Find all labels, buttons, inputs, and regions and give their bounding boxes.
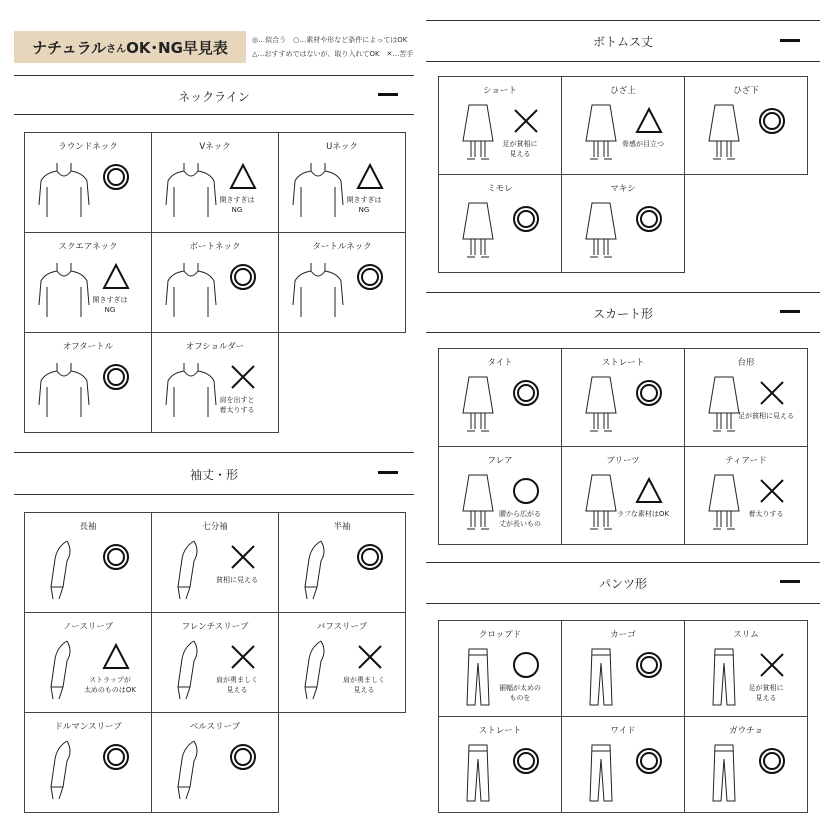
cross-icon [229, 363, 257, 395]
triangle-icon [102, 643, 130, 675]
divider [426, 20, 820, 21]
item-label: パフスリーブ [316, 622, 368, 632]
cell-sleeve-2 [152, 513, 279, 613]
cell-pants-4 [439, 717, 562, 813]
item-label: スリム [733, 630, 759, 640]
item-note: 足が貧相に 見える [502, 140, 538, 158]
item-label: Vネック [199, 142, 231, 152]
item-label: スクエアネック [58, 242, 118, 252]
garment-illustration [574, 101, 628, 169]
cell-bottoms-3 [685, 77, 808, 175]
cell-neckline-6 [279, 233, 406, 333]
item-label: ノースリーブ [63, 622, 113, 632]
garment-illustration [164, 737, 218, 805]
cell-bottoms-2 [562, 77, 685, 175]
garment-illustration [451, 373, 505, 441]
garment-illustration [164, 537, 218, 605]
item-note: ラフな素材はOK [616, 510, 670, 518]
empty-slot [686, 176, 809, 274]
cell-sleeve-7 [25, 713, 152, 813]
cell-pants-2 [562, 621, 685, 717]
cross-icon [758, 477, 786, 509]
collapse-toggle-neckline[interactable] [378, 93, 398, 96]
garment-illustration [291, 537, 345, 605]
divider [14, 452, 414, 453]
item-note: 肩が勇ましく 見える [216, 676, 258, 694]
cell-neckline-5 [152, 233, 279, 333]
item-label: ベルスリーブ [189, 722, 241, 732]
item-label: オフショルダー [185, 342, 245, 352]
garment-illustration [37, 737, 91, 805]
cell-skirt-2 [562, 349, 685, 447]
cell-neckline-8 [152, 333, 279, 433]
empty-slot [280, 334, 407, 434]
cell-pants-6 [685, 717, 808, 813]
divider [14, 75, 414, 76]
triangle-icon [356, 163, 384, 195]
double-circle-icon [102, 743, 130, 775]
double-circle-icon [102, 163, 130, 195]
item-note: 開きすぎは NG [219, 196, 255, 214]
cross-icon [356, 643, 384, 675]
item-note: 貧相に見える [216, 576, 258, 584]
item-label: 台形 [737, 358, 755, 368]
cell-pants-3 [685, 621, 808, 717]
neckline-grid [24, 132, 406, 433]
cell-bottoms-4 [439, 175, 562, 273]
cross-icon [229, 643, 257, 675]
double-circle-icon [102, 363, 130, 395]
item-label: 長袖 [79, 522, 97, 532]
divider [426, 332, 820, 333]
item-label: ひざ上 [610, 86, 636, 96]
cell-bottoms-5 [562, 175, 685, 273]
item-label: ストレート [478, 726, 522, 736]
cell-neckline-2 [152, 133, 279, 233]
item-note: 開きすぎは NG [92, 296, 128, 314]
item-note: 骨感が目立つ [622, 140, 664, 148]
item-label: 七分袖 [202, 522, 228, 532]
cell-skirt-6 [685, 447, 808, 545]
item-note: 足が貧相に見える [738, 412, 794, 420]
garment-illustration [37, 157, 91, 225]
item-note: 着太りする [748, 510, 784, 518]
circle-icon [512, 477, 540, 509]
cell-sleeve-6 [279, 613, 406, 713]
skirt-grid [438, 348, 808, 545]
section-title-bottoms: ボトムス丈 [592, 35, 653, 49]
garment-illustration [574, 199, 628, 267]
cross-icon [758, 379, 786, 411]
double-circle-icon [356, 263, 384, 295]
item-label: 半袖 [333, 522, 351, 532]
circle-icon [512, 651, 540, 683]
item-label: ドルマンスリーブ [54, 722, 122, 732]
triangle-icon [102, 263, 130, 295]
item-label: カーゴ [610, 630, 636, 640]
item-note: 開きすぎは NG [346, 196, 382, 214]
item-label: プリーツ [606, 456, 640, 466]
divider [426, 562, 820, 563]
item-note: 肩を出すと 着太りする [219, 396, 255, 414]
collapse-toggle-skirt[interactable] [780, 310, 800, 313]
item-note: ストラップが 太めのものはOK [83, 676, 137, 694]
item-label: Uネック [326, 142, 358, 152]
section-title-skirt: スカート形 [592, 307, 653, 321]
item-label: マキシ [610, 184, 636, 194]
item-label: ティアード [725, 456, 767, 466]
sleeve-grid [24, 512, 406, 813]
garment-illustration [574, 645, 628, 713]
divider [14, 114, 414, 115]
item-note: 裾幅が太めの ものを [499, 684, 541, 702]
garment-illustration [574, 741, 628, 809]
triangle-icon [229, 163, 257, 195]
cell-neckline-4 [25, 233, 152, 333]
cross-icon [229, 543, 257, 575]
double-circle-icon [229, 263, 257, 295]
item-note: 足が貧相に 見える [748, 684, 784, 702]
garment-illustration [37, 537, 91, 605]
cell-skirt-1 [439, 349, 562, 447]
bottoms-grid [438, 76, 808, 273]
legend [252, 33, 413, 61]
double-circle-icon [635, 651, 663, 683]
cell-sleeve-5 [152, 613, 279, 713]
garment-illustration [37, 357, 91, 425]
double-circle-icon [635, 747, 663, 779]
item-note: 肩が勇ましく 見える [343, 676, 385, 694]
cell-pants-5 [562, 717, 685, 813]
double-circle-icon [758, 107, 786, 139]
cell-neckline-7 [25, 333, 152, 433]
section-title-sleeve: 袖丈・形 [189, 468, 238, 482]
cell-sleeve-3 [279, 513, 406, 613]
collapse-toggle-pants[interactable] [780, 580, 800, 583]
double-circle-icon [635, 205, 663, 237]
item-label: フレア [487, 456, 513, 466]
double-circle-icon [512, 747, 540, 779]
double-circle-icon [229, 743, 257, 775]
collapse-toggle-bottoms[interactable] [780, 39, 800, 42]
triangle-icon [635, 477, 663, 509]
empty-slot [280, 714, 407, 814]
double-circle-icon [512, 379, 540, 411]
garment-illustration [697, 373, 751, 441]
page-title: ナチュラル さん OK･NG早見表 [14, 31, 246, 63]
triangle-icon [635, 107, 663, 139]
garment-illustration [574, 373, 628, 441]
legend-line-1: ◎…似合う ○…素材や形など条件によってはOK [252, 36, 408, 44]
section-title-pants: パンツ形 [598, 577, 647, 591]
cell-sleeve-4 [25, 613, 152, 713]
garment-illustration [164, 257, 218, 325]
cell-bottoms-1 [439, 77, 562, 175]
cell-sleeve-8 [152, 713, 279, 813]
divider [14, 494, 414, 495]
cell-skirt-5 [562, 447, 685, 545]
garment-illustration [697, 471, 751, 539]
item-label: ストレート [601, 358, 645, 368]
double-circle-icon [512, 205, 540, 237]
cell-skirt-3 [685, 349, 808, 447]
garment-illustration [574, 471, 628, 539]
double-circle-icon [635, 379, 663, 411]
cell-neckline-1 [25, 133, 152, 233]
cross-icon [512, 107, 540, 139]
divider [426, 292, 820, 293]
collapse-toggle-sleeve[interactable] [378, 471, 398, 474]
item-label: タートルネック [312, 242, 372, 252]
pants-grid [438, 620, 808, 813]
item-label: ボートネック [189, 242, 241, 252]
item-label: ワイド [610, 726, 636, 736]
divider [426, 61, 820, 62]
garment-illustration [451, 741, 505, 809]
item-label: クロップド [478, 630, 522, 640]
item-label: ひざ下 [733, 86, 759, 96]
item-label: フレンチスリーブ [181, 622, 249, 632]
double-circle-icon [758, 747, 786, 779]
item-label: ガウチョ [729, 726, 763, 736]
item-label: ショート [483, 86, 517, 96]
legend-line-2: △…おすすめではないが、取り入れてOK ✕…苦手 [252, 50, 414, 58]
garment-illustration [697, 741, 751, 809]
item-label: ミモレ [487, 184, 513, 194]
item-label: タイト [487, 358, 513, 368]
item-note: 腰から広がる 丈が長いもの [499, 510, 541, 528]
divider [426, 603, 820, 604]
double-circle-icon [356, 543, 384, 575]
double-circle-icon [102, 543, 130, 575]
item-label: ラウンドネック [58, 142, 118, 152]
cross-icon [758, 651, 786, 683]
garment-illustration [291, 257, 345, 325]
cell-sleeve-1 [25, 513, 152, 613]
item-label: オフタートル [62, 342, 114, 352]
garment-illustration [451, 199, 505, 267]
cell-pants-1 [439, 621, 562, 717]
cell-skirt-4 [439, 447, 562, 545]
section-title-neckline: ネックライン [178, 90, 250, 104]
cell-neckline-3 [279, 133, 406, 233]
garment-illustration [697, 101, 751, 169]
